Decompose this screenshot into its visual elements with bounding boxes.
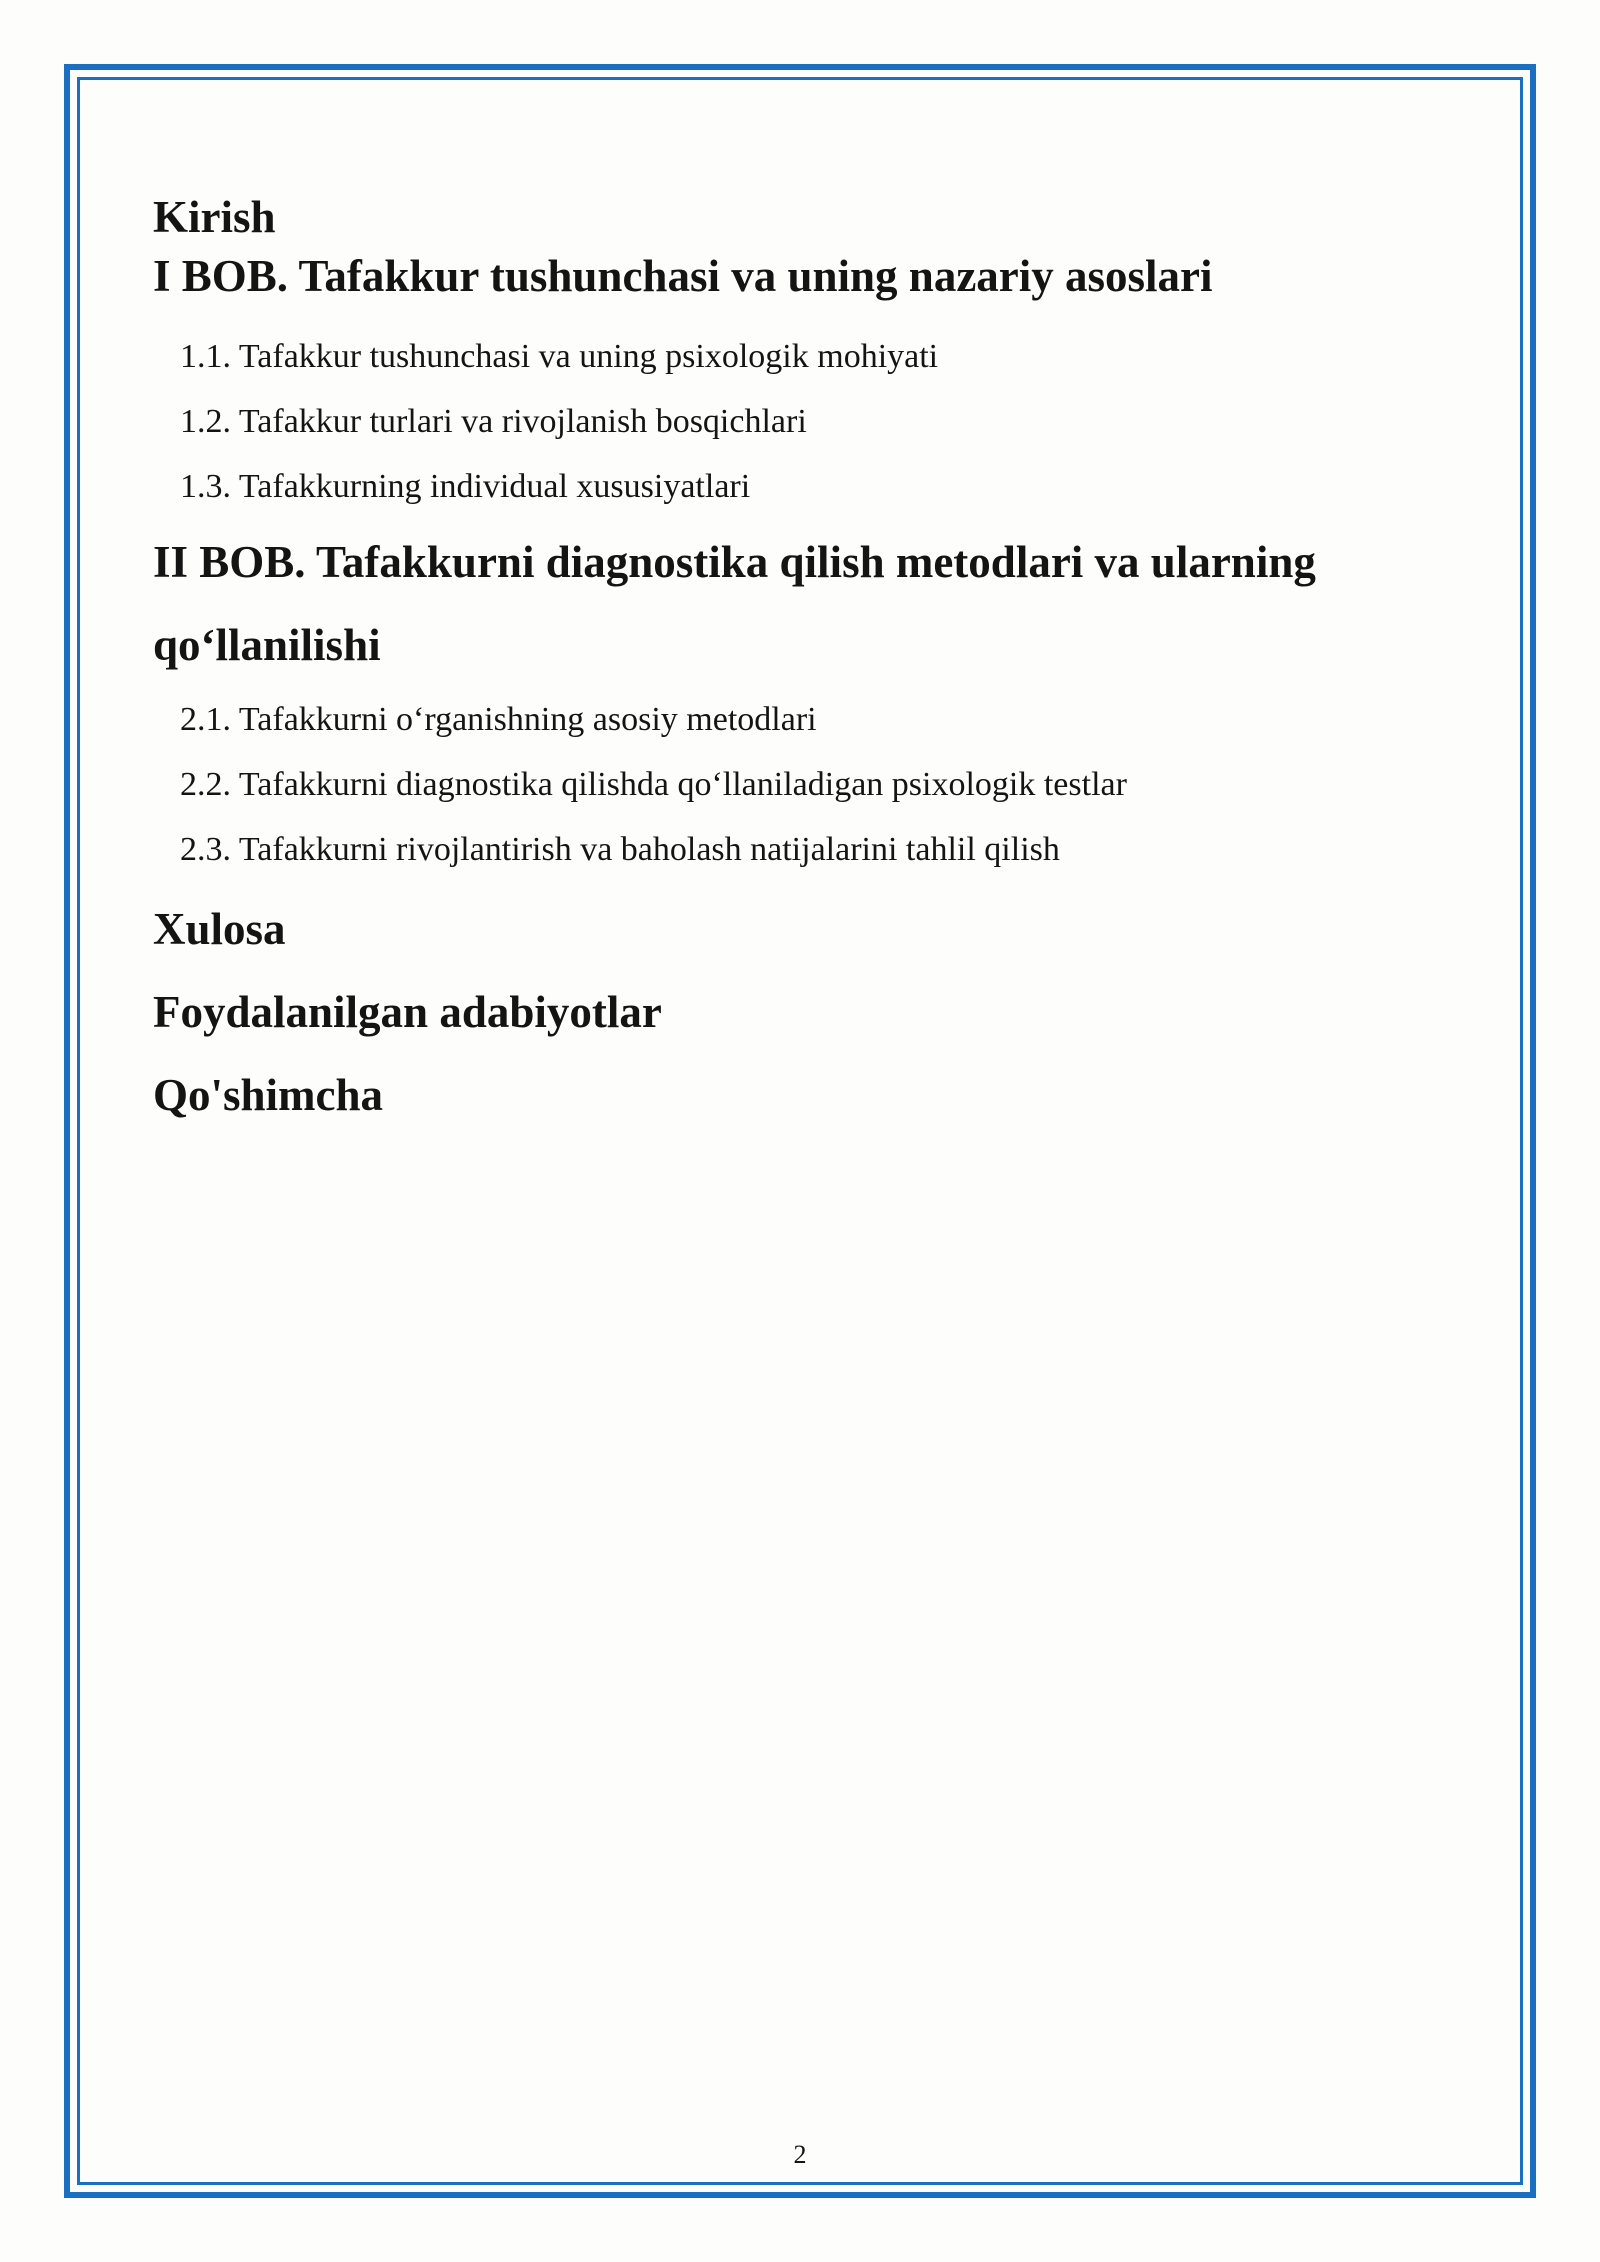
toc-entry-xulosa: Xulosa bbox=[153, 904, 286, 954]
toc-section-2-3: 2.3. Tafakkurni rivojlantirish va baholash natijalarini tahlil qilish bbox=[180, 831, 1060, 868]
page-number: 2 bbox=[793, 2140, 807, 2169]
toc-entry-adabiyotlar: Foydalanilgan adabiyotlar bbox=[153, 987, 662, 1037]
toc-entry-qoshimcha: Qo'shimcha bbox=[153, 1070, 384, 1120]
toc-section-1-1: 1.1. Tafakkur tushunchasi va uning psixologik mohiyati bbox=[180, 338, 939, 375]
toc-entry-kirish: Kirish bbox=[153, 192, 276, 242]
toc-section-1-3: 1.3. Tafakkurning individual xususiyatlari bbox=[180, 468, 751, 505]
table-of-contents bbox=[153, 190, 1453, 1137]
toc-section-2-2: 2.2. Tafakkurni diagnostika qilishda qo‘llaniladigan psixologik testlar bbox=[180, 766, 1127, 803]
toc-chapter-1-title: I BOB. Tafakkur tushunchasi va uning nazariy asoslari bbox=[153, 251, 1213, 301]
toc-section-2-1: 2.1. Tafakkurni o‘rganishning asosiy metodlari bbox=[180, 701, 817, 738]
toc-section-1-2: 1.2. Tafakkur turlari va rivojlanish bosqichlari bbox=[180, 403, 807, 440]
toc-chapter-2-title: II BOB. Tafakkurni diagnostika qilish metodlari va ularning qo‘llanilishi bbox=[153, 537, 1316, 670]
